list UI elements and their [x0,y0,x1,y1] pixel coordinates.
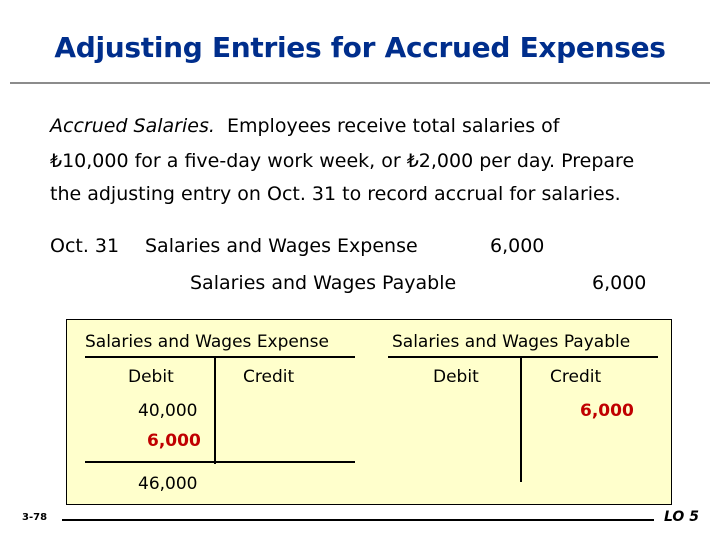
slide-number: 3-78 [22,512,48,523]
title-divider [10,82,710,84]
t-account-expense-name: Salaries and Wages Expense [85,332,329,352]
paragraph-line-2: ₺10,000 for a five-day work week, or ₺2,000 per day. Prepare [50,150,635,172]
paragraph-line-3: the adjusting entry on Oct. 31 to record accrual for salaries. [50,183,621,205]
paragraph-lead: Accrued Salaries. [50,115,215,137]
entry-debit-amount: 6,000 [490,235,545,257]
entry-credit-amount: 6,000 [592,272,647,294]
t-account-payable-credit-label: Credit [550,367,602,387]
paragraph-line-1 [50,115,559,137]
learning-objective-label: LO 5 [664,509,699,525]
t-account-expense-credit-label: Credit [243,367,295,387]
t-account-expense-debit-entry: 40,000 [138,401,198,421]
t-account-payable-divider [520,356,522,482]
t-account-payable-credit-entry: 6,000 [580,401,634,421]
t-account-expense-balance: 46,000 [138,474,198,494]
paragraph-text-1: Employees receive total salaries of [226,115,560,137]
t-account-payable-debit-label: Debit [433,367,479,387]
t-account-expense-bottom-line [85,461,355,463]
entry-date: Oct. 31 [50,235,120,257]
t-account-payable-name: Salaries and Wages Payable [392,332,631,352]
t-account-expense-debit-label: Debit [128,367,174,387]
t-account-payable-top-line [388,356,658,358]
footer-divider [62,519,654,521]
entry-credit-account: Salaries and Wages Payable [190,272,457,294]
entry-debit-account: Salaries and Wages Expense [145,235,418,257]
t-account-expense-top-line [85,356,355,358]
page-title: Adjusting Entries for Accrued Expenses [54,31,666,64]
t-account-expense-divider [214,356,216,464]
t-account-expense-debit-entry: 6,000 [147,431,201,451]
